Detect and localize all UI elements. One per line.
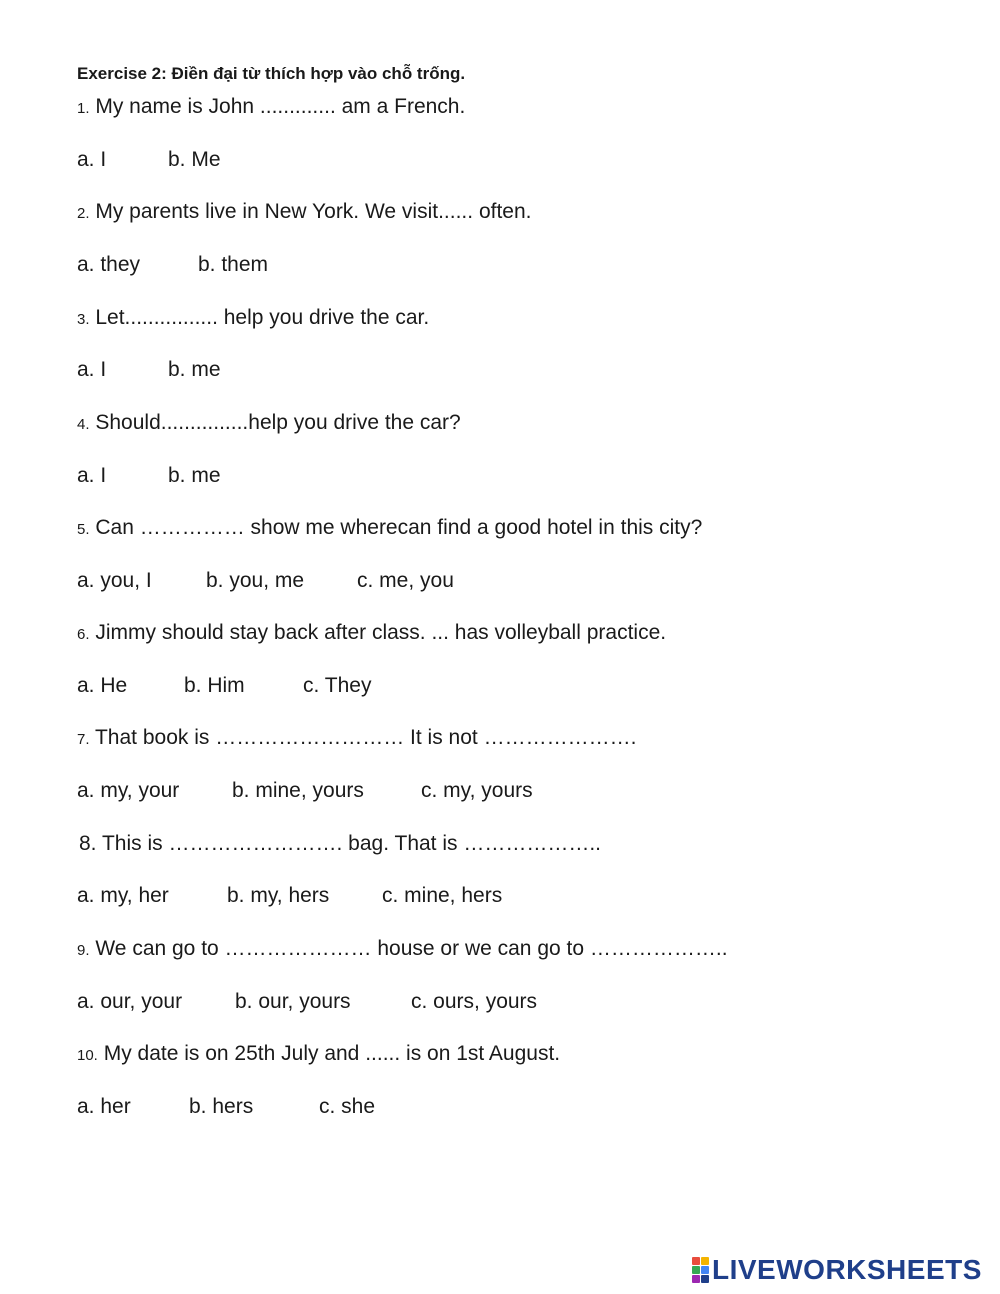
- question-number: 6.: [77, 626, 90, 643]
- options-3: [77, 357, 677, 383]
- option-a[interactable]: a. you, I: [77, 569, 152, 592]
- option-c[interactable]: c. me, you: [357, 569, 454, 592]
- question-number: 7.: [77, 731, 90, 748]
- option-a[interactable]: a. I: [77, 148, 107, 171]
- question-1: [77, 94, 465, 122]
- option-b[interactable]: b. our, yours: [235, 990, 351, 1013]
- question-text: This is ……………………. bag. That is ………………..: [101, 832, 602, 855]
- question-4: [77, 410, 461, 438]
- option-a[interactable]: a. they: [77, 253, 141, 276]
- question-text: We can go to ………………… house or we can go to ………………..: [95, 937, 728, 960]
- question-10: [77, 1041, 560, 1069]
- option-c[interactable]: c. mine, hers: [382, 884, 503, 907]
- option-b[interactable]: b. mine, yours: [232, 779, 364, 802]
- question-text: Jimmy should stay back after class. ... has volleyball practice.: [95, 621, 667, 644]
- option-c[interactable]: c. ours, yours: [411, 990, 538, 1013]
- option-b[interactable]: b. Me: [168, 148, 221, 171]
- options-5: [77, 568, 677, 594]
- option-b[interactable]: b. them: [198, 253, 269, 276]
- options-9: [77, 989, 677, 1015]
- options-8: [77, 883, 677, 909]
- option-b[interactable]: b. Him: [184, 674, 245, 697]
- option-b[interactable]: b. me: [168, 464, 221, 487]
- question-2: [77, 199, 531, 227]
- option-c[interactable]: c. They: [303, 674, 372, 697]
- question-5: [77, 515, 702, 543]
- option-b[interactable]: b. my, hers: [227, 884, 330, 907]
- question-number: 2.: [77, 205, 90, 222]
- options-10: [77, 1094, 677, 1120]
- option-a[interactable]: a. my, her: [77, 884, 169, 907]
- options-1: [77, 147, 677, 173]
- options-4: [77, 463, 677, 489]
- question-6: [77, 620, 666, 648]
- question-number: 8.: [79, 832, 97, 855]
- question-number: 4.: [77, 416, 90, 433]
- question-text: My date is on 25th July and ...... is on 1st August.: [103, 1042, 561, 1065]
- logo-text: LIVEWORKSHEETS: [712, 1254, 982, 1285]
- question-7: [77, 725, 636, 753]
- option-b[interactable]: b. me: [168, 358, 221, 381]
- option-a[interactable]: a. my, your: [77, 779, 180, 802]
- options-7: [77, 778, 677, 804]
- options-2: [77, 252, 677, 278]
- options-6: [77, 673, 677, 699]
- question-number: 5.: [77, 521, 90, 538]
- option-c[interactable]: c. she: [319, 1095, 376, 1118]
- question-number: 1.: [77, 100, 90, 117]
- question-number: 3.: [77, 311, 90, 328]
- question-8: [79, 831, 601, 857]
- question-text: My name is John ............. am a French.: [95, 95, 466, 118]
- question-text: That book is ……………………… It is not ………………….: [94, 726, 637, 749]
- question-number: 9.: [77, 942, 90, 959]
- question-3: [77, 305, 429, 333]
- option-a[interactable]: a. He: [77, 674, 128, 697]
- question-text: Should...............help you drive the car?: [95, 411, 461, 434]
- option-b[interactable]: b. hers: [189, 1095, 254, 1118]
- logo-blocks-icon: [692, 1257, 710, 1283]
- option-a[interactable]: a. I: [77, 358, 107, 381]
- liveworksheets-logo: [692, 1252, 982, 1288]
- option-c[interactable]: c. my, yours: [421, 779, 533, 802]
- option-b[interactable]: b. you, me: [206, 569, 305, 592]
- question-9: [77, 936, 728, 964]
- question-text: My parents live in New York. We visit...... often.: [95, 200, 532, 223]
- option-a[interactable]: a. her: [77, 1095, 131, 1118]
- question-number: 10.: [77, 1047, 98, 1064]
- exercise-title: Exercise 2: Điền đại từ thích hợp vào chỗ trống.: [77, 64, 466, 83]
- option-a[interactable]: a. I: [77, 464, 107, 487]
- option-a[interactable]: a. our, your: [77, 990, 183, 1013]
- question-text: Can …………… show me wherecan find a good hotel in this city?: [95, 516, 703, 539]
- question-text: Let................ help you drive the car.: [95, 306, 430, 329]
